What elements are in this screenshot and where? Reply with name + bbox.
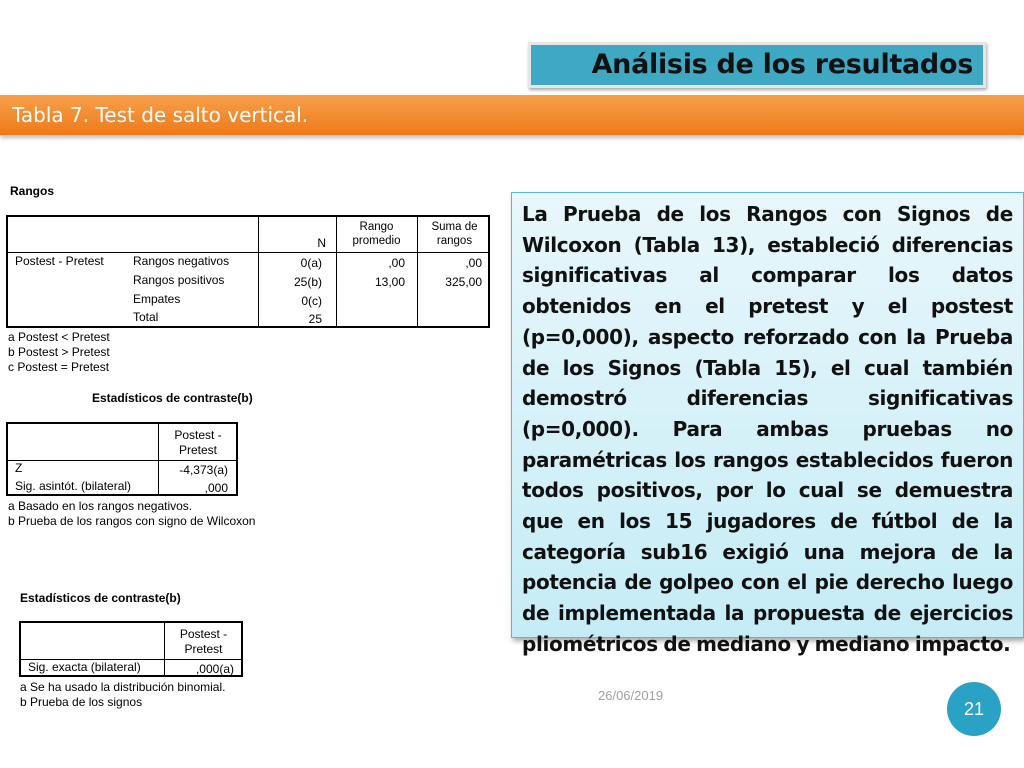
cell-suma: ,00 [465, 256, 482, 270]
row-group-label: Postest - Pretest [15, 254, 104, 268]
stats2-notes [20, 680, 225, 710]
slide-title: Análisis de los resultados [591, 49, 973, 80]
stats1-row-value: ,000 [204, 481, 228, 495]
stats1-notes [8, 499, 255, 529]
row-label: Rangos negativos [133, 254, 230, 268]
slide-subtitle: Tabla 7. Test de salto vertical. [12, 103, 309, 127]
stats2-row-label: Sig. exacta (bilateral) [28, 660, 141, 674]
header-n: N [317, 236, 326, 250]
rangos-table [6, 215, 490, 328]
stats1-header-2: Pretest [178, 443, 217, 457]
stats2-caption: Estadísticos de contraste(b) [20, 591, 181, 605]
conclusion-text-box [511, 192, 1024, 656]
stats1-row-label: Z [15, 461, 23, 475]
cell-n: 25 [308, 312, 322, 326]
row-label: Empates [133, 292, 181, 306]
conclusion-text: La Prueba de los Rangos con Signos de Wilcoxon (Tabla 13), estableció diferencias significativas al comparar los datos obtenidos en el pretest y el postest (p=0,000), aspecto reforzado con la Prueba de los Signos (Tabla 15), el cual también demostró diferencias significativas (p=0,000). Para ambas pruebas no paramétricas los rangos establecidos fueron todos positivos, por lo cual se demuestra que en los 15 jugadores de fútbol de la categoría sub16 exigió una mejora de la potencia de golpeo con el pie derecho luego de implementada la propuesta de ejercicios pliométricos de mediano y mediano impacto. [522, 202, 1013, 656]
header-suma-1: Suma de [431, 221, 478, 233]
stats1-row-label: Sig. asintót. (bilateral) [15, 479, 132, 493]
stats1-caption: Estadísticos de contraste(b) [92, 391, 253, 405]
cell-promedio: ,00 [388, 256, 405, 270]
header-rango-2: promedio [352, 235, 401, 247]
footnote: b Postest > Pretest [8, 345, 110, 359]
cell-suma: 325,00 [445, 275, 482, 289]
title-box [528, 42, 986, 88]
stats1-header-1: Postest - [174, 428, 222, 442]
cell-n: 0(a) [300, 256, 322, 270]
rangos-notes [8, 330, 110, 375]
row-label: Rangos positivos [133, 273, 225, 287]
stats2-table [19, 621, 243, 677]
subtitle-band [0, 95, 1024, 135]
footnote: b Prueba de los rangos con signo de Wilcoxon [8, 514, 256, 528]
header-suma-2: rangos [436, 235, 473, 247]
header-rango-1: Rango [359, 221, 394, 233]
stats2-header-1: Postest - [179, 627, 228, 641]
footnote: a Basado en los rangos negativos. [8, 499, 193, 513]
slide-date: 26/06/2019 [598, 688, 664, 703]
stats2-header-2: Pretest [184, 642, 223, 656]
rangos-caption: Rangos [10, 184, 55, 198]
cell-n: 25(b) [293, 275, 322, 289]
stats2-row-value: ,000(a) [195, 662, 234, 676]
footnote: c Postest = Pretest [8, 360, 110, 374]
footnote: b Prueba de los signos [20, 695, 143, 709]
cell-n: 0(c) [301, 294, 322, 308]
stats1-row-value: -4,373(a) [179, 463, 228, 477]
cell-promedio: 13,00 [374, 275, 405, 289]
row-label: Total [133, 310, 159, 324]
footnote: a Postest < Pretest [8, 330, 110, 344]
page-number: 21 [947, 682, 1001, 736]
footnote: a Se ha usado la distribución binomial. [20, 680, 226, 694]
stats1-table [6, 422, 238, 496]
